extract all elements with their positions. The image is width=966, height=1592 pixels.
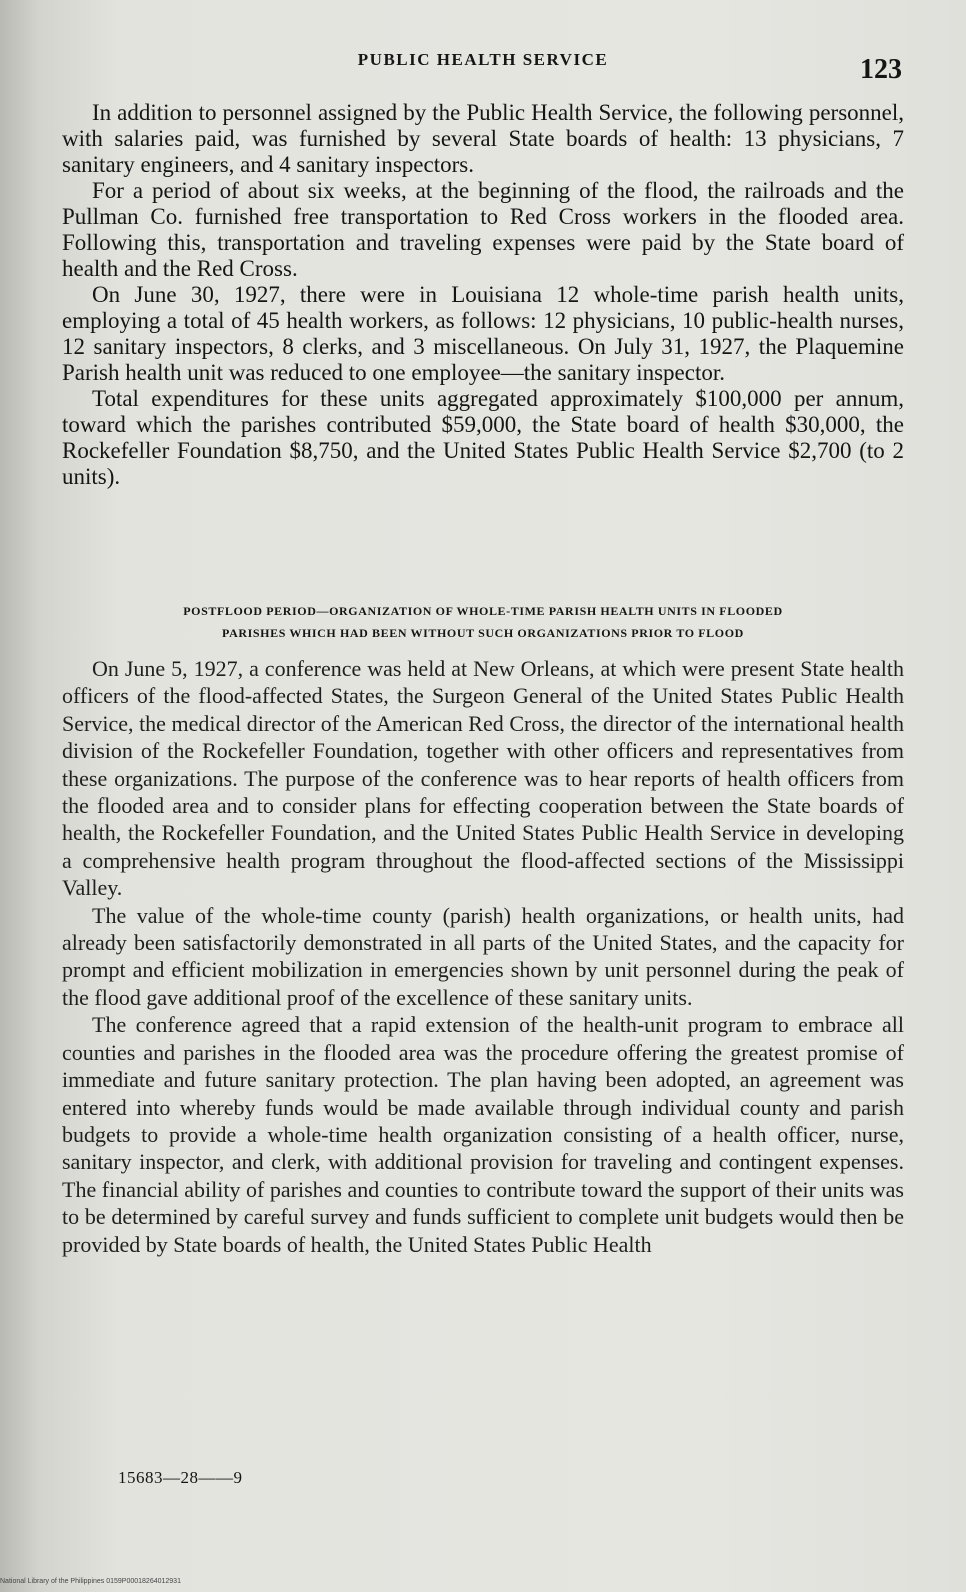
print-code: 15683—28——9: [118, 1468, 243, 1487]
paragraph: In addition to personnel assigned by the Public Health Service, the following personnel, with salaries paid, was furnished by several State boards of health: 13 physicians, 7 sanitary engineers, and 4 sanitary inspectors.: [62, 100, 904, 177]
body-text-top: [62, 100, 904, 490]
library-stamp: National Library of the Philippines 0159P00018264012931: [0, 1578, 181, 1585]
body-text-bottom: [62, 655, 904, 1258]
page-number: 123: [860, 54, 902, 85]
section-heading-line-2: PARISHES WHICH HAD BEEN WITHOUT SUCH ORGANIZATIONS PRIOR TO FLOOD: [222, 626, 744, 640]
paragraph: On June 5, 1927, a conference was held at New Orleans, at which were present State health officers of the flood-affected States, the Surgeon General of the United States Public Health Service, the medical director of the American Red Cross, the director of the international health division of the Rockefeller Foundation, together with other officers and representatives from these organizations. The purpose of the conference was to hear reports of health officers from the flooded area and to consider plans for effecting cooperation between the State boards of health, the Rockefeller Foundation, and the United States Public Health Service in developing a comprehensive health program throughout the flood-affected sections of the Mississippi Valley.: [62, 656, 904, 901]
paragraph: For a period of about six weeks, at the beginning of the flood, the railroads and the Pullman Co. furnished free transportation to Red Cross workers in the flooded area. Following this, transportation and traveling expenses were paid by the State board of health and the Red Cross.: [62, 178, 904, 281]
section-heading: [62, 600, 904, 644]
paragraph: The conference agreed that a rapid extension of the health-unit program to embrace all counties and parishes in the flooded area was the procedure offering the greatest promise of immediate and future sanitary protection. The plan having been adopted, an agreement was entered into whereby funds would be made available through individual county and parish budgets to provide a whole-time health organization consisting of a health officer, nurse, sanitary inspector, and clerk, with additional provision for traveling and contingent expenses. The financial ability of parishes and counties to contribute toward the support of their units was to be determined by careful survey and funds sufficient to complete unit budgets would then be provided by State boards of health, the United States Public Health: [62, 1012, 904, 1257]
paragraph: On June 30, 1927, there were in Louisiana 12 whole-time parish health units, employing a total of 45 health workers, as follows: 12 physicians, 10 public-health nurses, 12 sanitary inspectors, 8 clerks, and 3 miscellaneous. On July 31, 1927, the Plaquemine Parish health unit was reduced to one employee—the sanitary inspector.: [62, 282, 904, 385]
running-head: PUBLIC HEALTH SERVICE: [357, 50, 609, 69]
section-heading-line-1: POSTFLOOD PERIOD—ORGANIZATION OF WHOLE-TIME PARISH HEALTH UNITS IN FLOODED: [183, 604, 783, 618]
paragraph: The value of the whole-time county (parish) health organizations, or health units, had already been satisfactorily demonstrated in all parts of the United States, and the capacity for prompt and efficient mobilization in emergencies shown by unit personnel during the peak of the flood gave additional proof of the excellence of these sanitary units.: [62, 902, 904, 1010]
paragraph: Total expenditures for these units aggregated approximately $100,000 per annum, toward which the parishes contributed $59,000, the State board of health $30,000, the Rockefeller Foundation $8,750, and the United States Public Health Service $2,700 (to 2 units).: [62, 386, 904, 489]
